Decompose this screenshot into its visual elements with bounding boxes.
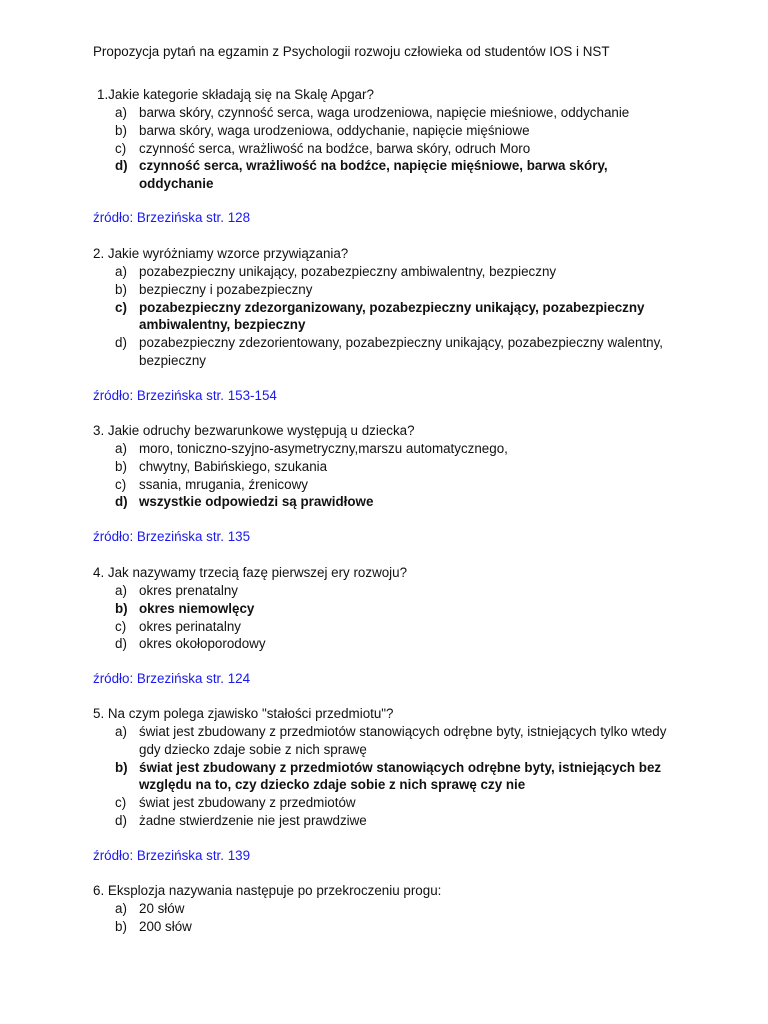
answer-letter: a)	[115, 441, 127, 456]
answer-list	[93, 900, 693, 936]
answer-list	[93, 440, 693, 511]
answer-letter: b)	[115, 281, 127, 297]
answer-text: bezpieczny i pozabezpieczny	[139, 281, 313, 297]
answer-d-correct	[93, 157, 684, 193]
answer-c	[93, 476, 684, 494]
answer-letter: d)	[115, 812, 127, 828]
answer-list	[93, 723, 693, 830]
answer-b	[93, 918, 684, 936]
answer-text: świat jest zbudowany z przedmiotów stanowiących odrębne byty, istniejących tylko wtedy gdy dziecko zdaje sobie z nich sprawę	[139, 724, 667, 757]
answer-a	[93, 723, 684, 759]
answer-text: okres perinatalny	[139, 618, 241, 634]
question-5	[93, 705, 693, 830]
answer-d	[93, 635, 684, 653]
answer-text: pozabezpieczny zdezorganizowany, pozabezpieczny unikający, pozabezpieczny ambiwalentny, bezpieczny	[139, 299, 645, 333]
answer-text: pozabezpieczny unikający, pozabezpieczny ambiwalentny, bezpieczny	[139, 264, 557, 279]
answer-letter: a)	[115, 583, 127, 598]
answer-b	[93, 281, 684, 299]
question-2	[93, 245, 693, 370]
answer-c	[93, 618, 684, 636]
answer-list	[93, 582, 693, 653]
question-text: 6. Eksplozja nazywania następuje po przekroczeniu progu:	[93, 883, 442, 898]
question-6	[93, 882, 693, 936]
answer-text: pozabezpieczny zdezorientowany, pozabezpieczny unikający, pozabezpieczny walentny, bezpieczny	[139, 335, 664, 368]
question-text: 1.Jakie kategorie składają się na Skalę Apgar?	[97, 87, 374, 102]
answer-letter: d)	[115, 494, 128, 510]
question-4	[93, 564, 693, 653]
answer-d	[93, 334, 684, 370]
answer-text: okres prenatalny	[139, 583, 238, 598]
source-reference: źródło: Brzezińska str. 153-154	[93, 388, 277, 403]
answer-b	[93, 122, 684, 140]
answer-letter: d)	[115, 158, 128, 174]
answer-letter: b)	[115, 600, 128, 616]
answer-letter: b)	[115, 918, 127, 934]
answer-letter: a)	[115, 724, 127, 739]
answer-b-correct	[93, 600, 684, 618]
question-1	[93, 86, 693, 193]
answer-list	[93, 104, 693, 193]
answer-d-correct	[93, 493, 684, 511]
question-3	[93, 422, 693, 511]
question-text: 4. Jak nazywamy trzecią fazę pierwszej ery rozwoju?	[93, 565, 408, 580]
question-text: 2. Jakie wyróżniamy wzorce przywiązania?	[93, 246, 349, 261]
source-reference: źródło: Brzezińska str. 139	[93, 848, 251, 863]
source-reference: źródło: Brzezińska str. 124	[93, 671, 251, 686]
source-reference: źródło: Brzezińska str. 128	[93, 210, 251, 225]
answer-text: czynność serca, wrażliwość na bodźce, barwa skóry, odruch Moro	[139, 140, 531, 156]
answer-letter: c)	[115, 140, 127, 156]
answer-c	[93, 794, 684, 812]
answer-a	[93, 900, 684, 918]
answer-text: okres okołoporodowy	[139, 636, 266, 652]
answer-letter: c)	[115, 795, 127, 811]
answer-text: moro, toniczno-szyjno-asymetryczny,marszu automatycznego,	[139, 441, 508, 456]
answer-letter: c)	[115, 299, 127, 315]
answer-letter: c)	[115, 618, 127, 634]
answer-d	[93, 812, 684, 830]
answer-letter: d)	[115, 636, 127, 652]
answer-b	[93, 458, 684, 476]
answer-letter: a)	[115, 901, 127, 916]
answer-letter: c)	[115, 476, 127, 492]
answer-text: okres niemowlęcy	[139, 600, 255, 616]
answer-text: czynność serca, wrażliwość na bodźce, napięcie mięśniowe, barwa skóry, oddychanie	[139, 158, 608, 192]
answer-letter: d)	[115, 335, 127, 351]
answer-text: barwa skóry, waga urodzeniowa, oddychanie, napięcie mięśniowe	[139, 122, 530, 138]
answer-text: żadne stwierdzenie nie jest prawdziwe	[139, 812, 367, 828]
answer-a	[93, 104, 684, 122]
answer-letter: b)	[115, 122, 127, 138]
answer-text: 20 słów	[139, 901, 185, 916]
question-text: 5. Na czym polega zjawisko "stałości przedmiotu"?	[93, 706, 394, 721]
answer-text: ssania, mrugania, źrenicowy	[139, 476, 308, 492]
answer-c	[93, 140, 684, 158]
answer-text: wszystkie odpowiedzi są prawidłowe	[139, 494, 374, 510]
answer-letter: b)	[115, 458, 127, 474]
answer-a	[93, 263, 684, 281]
answer-a	[93, 582, 684, 600]
answer-text: świat jest zbudowany z przedmiotów stanowiących odrębne byty, istniejących bez względu na to, czy dziecko zdaje sobie z nich sprawę czy nie	[139, 759, 662, 793]
answer-a	[93, 440, 684, 458]
answer-letter: a)	[115, 105, 127, 120]
answer-letter: b)	[115, 759, 128, 775]
document-title: Propozycja pytań na egzamin z Psychologii rozwoju człowieka od studentów IOS i NST	[93, 44, 610, 59]
answer-list	[93, 263, 693, 370]
answer-text: 200 słów	[139, 918, 192, 934]
answer-text: chwytny, Babińskiego, szukania	[139, 458, 328, 474]
question-text: 3. Jakie odruchy bezwarunkowe występują u dziecka?	[93, 423, 415, 438]
answer-letter: a)	[115, 264, 127, 279]
answer-text: barwa skóry, czynność serca, waga urodzeniowa, napięcie mieśniowe, oddychanie	[139, 105, 630, 120]
answer-b-correct	[93, 759, 684, 795]
source-reference: źródło: Brzezińska str. 135	[93, 529, 251, 544]
answer-c-correct	[93, 299, 684, 335]
answer-text: świat jest zbudowany z przedmiotów	[139, 795, 356, 811]
